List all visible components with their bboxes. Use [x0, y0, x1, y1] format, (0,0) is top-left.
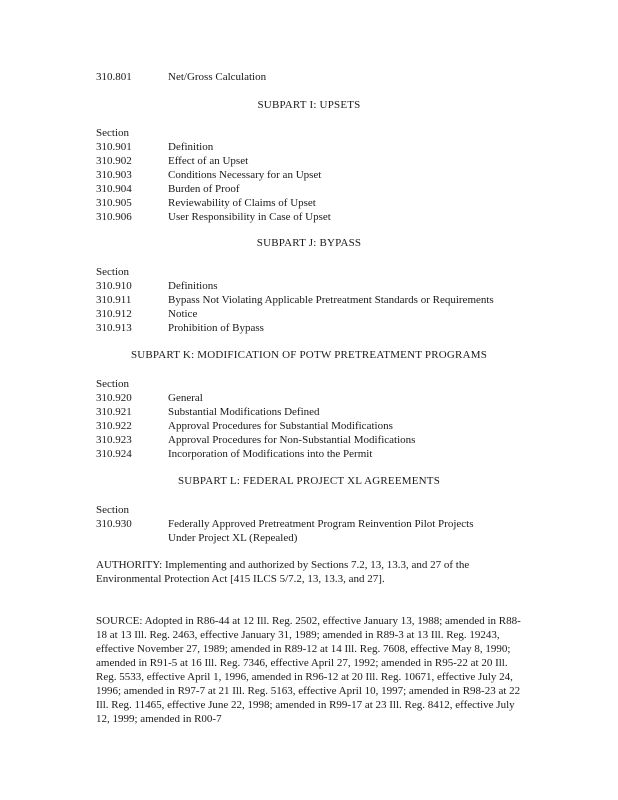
section-number: 310.911 [96, 294, 132, 306]
section-number: 310.905 [96, 197, 132, 209]
toc-entry [96, 419, 393, 433]
toc-entry [96, 433, 415, 447]
section-title: Federally Approved Pretreatment Program Reinvention Pilot Projects [168, 518, 474, 530]
section-title: Prohibition of Bypass [168, 322, 264, 334]
section-column-label: Section [96, 504, 129, 516]
section-title-continuation: Under Project XL (Repealed) [168, 532, 298, 544]
section-number: 310.901 [96, 141, 132, 153]
toc-entry [96, 70, 266, 84]
section-column-label: Section [96, 266, 129, 278]
section-title: Effect of an Upset [168, 155, 249, 167]
section-number: 310.920 [96, 392, 132, 404]
section-title: Notice [168, 308, 198, 320]
section-title: Substantial Modifications Defined [168, 406, 320, 418]
toc-entry [96, 279, 218, 293]
section-title: Conditions Necessary for an Upset [168, 169, 322, 181]
toc-entry [96, 154, 248, 168]
subpart-heading: SUBPART L: FEDERAL PROJECT XL AGREEMENTS [177, 475, 441, 487]
section-number: 310.913 [96, 322, 132, 334]
subpart-heading: SUBPART J: BYPASS [256, 237, 362, 249]
section-number: 310.921 [96, 406, 132, 418]
section-title: General [168, 392, 203, 404]
section-title: Definition [168, 141, 214, 153]
source-text: SOURCE: Adopted in R86-44 at 12 Ill. Reg. 2502, effective January 13, 1988; amended in R88-18 at 13 Ill. Reg. 2463, effective January 31, 1989; amended in R89-3 at 13 Ill. Reg. 19243, effective November 27, 1989; amended in R89-12 at 14 Ill. Reg. 7608, effective May 8, 1990; amended in R91-5 at 16 Ill. Reg. 7346, effective April 27, 1992; amended in R95-22 at 20 Ill. Reg. 5533, effective April 1, 1996, amended in R96-12 at 20 Ill. Reg. 10671, effective July 24, 1996; amended in R97-7 at 21 Ill. Reg. 5163, effective April 10, 1997; amended in R98-23 at 22 Ill. Reg. 11465, effective June 22, 1998; amended in R99-17 at 23 Ill. Reg. 8412, effective July 12, 1999; amended in R00-7 [96, 615, 521, 725]
toc-entry [96, 140, 213, 154]
toc-entry [96, 307, 197, 321]
section-number: 310.801 [96, 71, 132, 83]
section-number: 310.922 [96, 420, 132, 432]
section-number: 310.906 [96, 211, 132, 223]
section-number: 310.910 [96, 280, 132, 292]
section-number: 310.930 [96, 518, 132, 530]
section-title: Burden of Proof [168, 183, 240, 195]
section-number: 310.902 [96, 155, 132, 167]
toc-entry [96, 196, 316, 210]
source-paragraph [96, 614, 526, 726]
toc-entry [96, 517, 474, 531]
section-number: 310.923 [96, 434, 132, 446]
toc-entry [96, 405, 320, 419]
section-title: Definitions [168, 280, 218, 292]
toc-entry [96, 168, 321, 182]
section-number: 310.904 [96, 183, 132, 195]
subpart-heading: SUBPART K: MODIFICATION OF POTW PRETREATMENT PROGRAMS [130, 349, 488, 361]
section-number: 310.903 [96, 169, 132, 181]
authority-paragraph [96, 558, 526, 586]
section-column-label: Section [96, 127, 129, 139]
section-title: Approval Procedures for Substantial Modifications [168, 420, 393, 432]
toc-entry [96, 391, 203, 405]
section-number: 310.924 [96, 448, 132, 460]
section-title: User Responsibility in Case of Upset [168, 211, 331, 223]
section-title: Approval Procedures for Non-Substantial Modifications [168, 434, 416, 446]
toc-entry [96, 182, 240, 196]
authority-text: AUTHORITY: Implementing and authorized by Sections 7.2, 13, 13.3, and 27 of the Environmental Protection Act [415 ILCS 5/7.2, 13, 13.3, and 27]. [96, 559, 470, 585]
toc-entry [96, 447, 372, 461]
toc-entry [96, 321, 264, 335]
section-number: 310.912 [96, 308, 132, 320]
section-title: Incorporation of Modifications into the Permit [168, 448, 373, 460]
section-title: Bypass Not Violating Applicable Pretreatment Standards or Requirements [168, 294, 494, 306]
toc-entry [96, 210, 331, 224]
section-title: Net/Gross Calculation [168, 71, 267, 83]
subpart-heading: SUBPART I: UPSETS [257, 99, 361, 111]
section-title: Reviewability of Claims of Upset [168, 197, 316, 209]
toc-entry [96, 293, 494, 307]
section-column-label: Section [96, 378, 129, 390]
